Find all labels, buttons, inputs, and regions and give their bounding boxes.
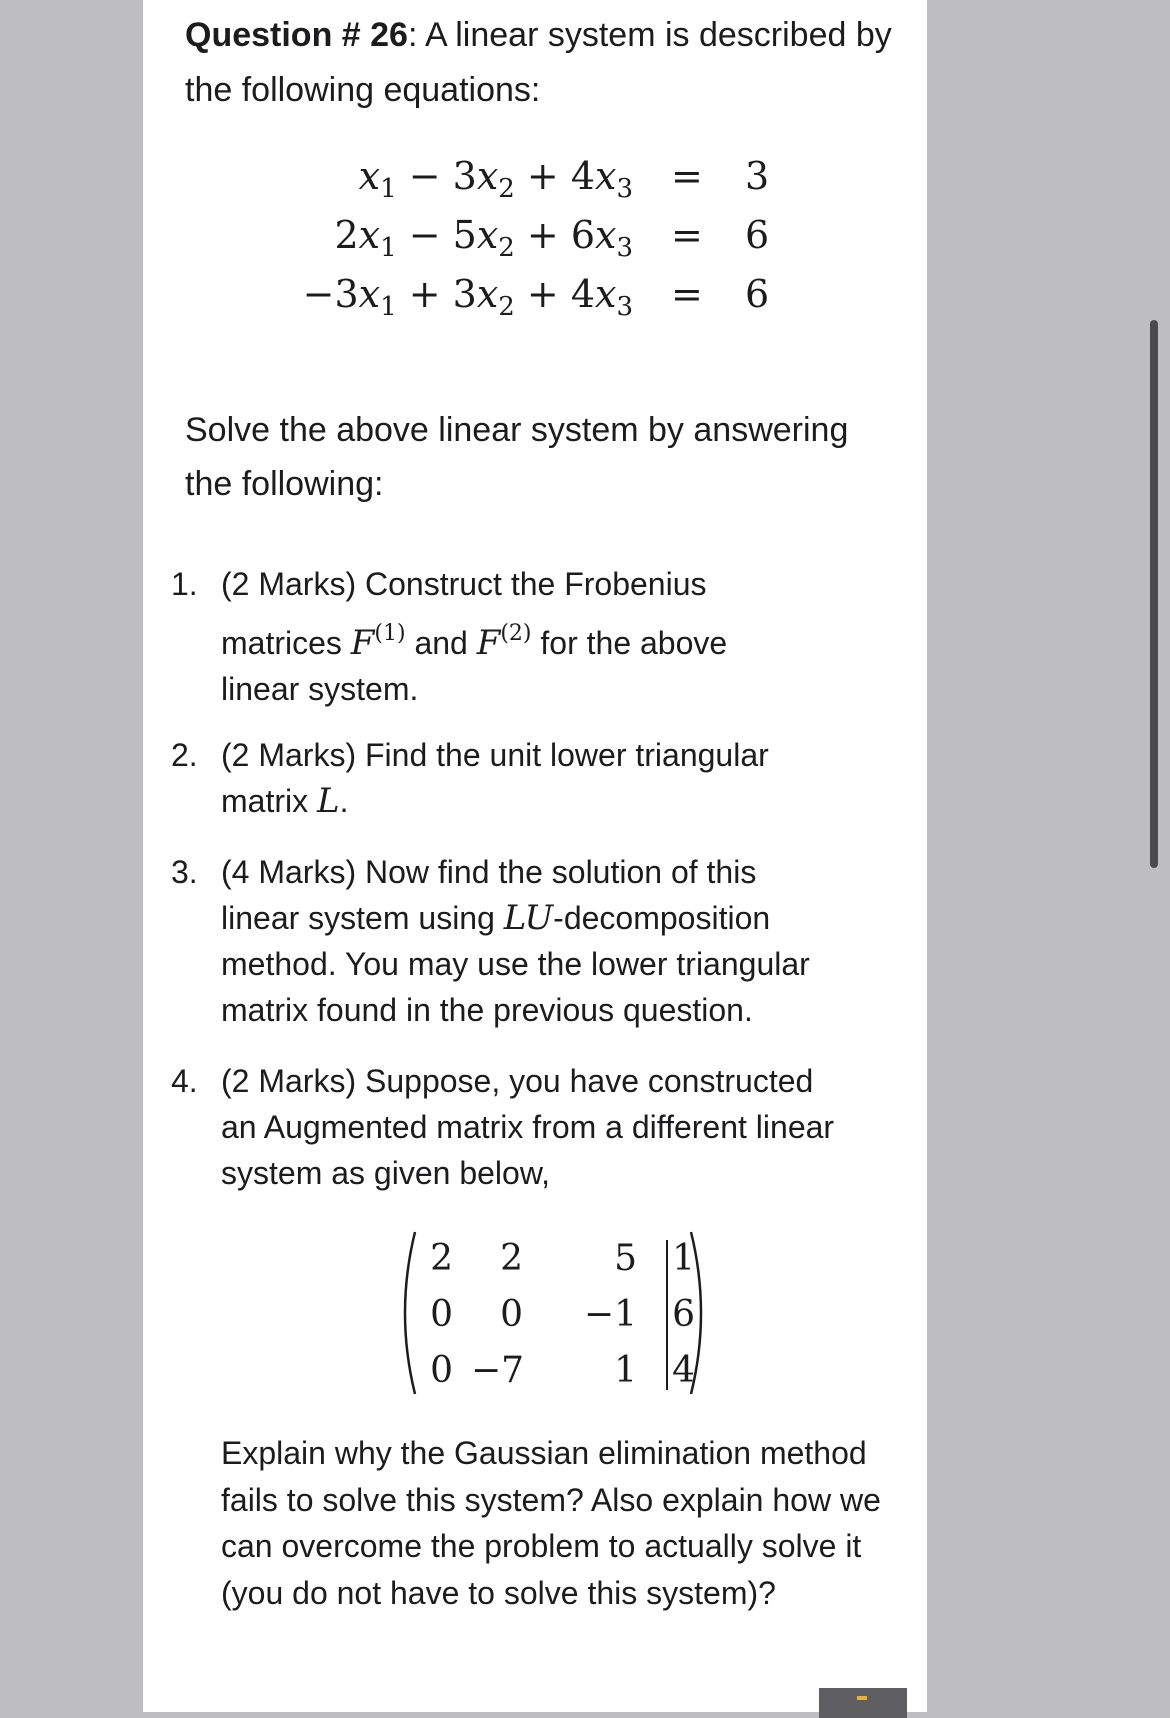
text-fragment: linear system using: [221, 900, 504, 936]
matrix-cell: 1: [614, 1350, 637, 1391]
item-number: 4.: [171, 1063, 198, 1099]
var-x: x: [595, 272, 617, 316]
item-number: 1.: [171, 566, 198, 602]
matrix-cell: 2: [500, 1238, 523, 1279]
item-line: (2 Marks) Find the unit lower triangular: [221, 737, 769, 773]
matrix-cell: −1: [583, 1294, 637, 1335]
item-number: 2.: [171, 737, 198, 773]
item-line: method. You may use the lower triangular: [221, 946, 810, 982]
list-item-2: [171, 732, 911, 832]
matrix-cell: 2: [430, 1238, 453, 1279]
coefficient: 3: [452, 272, 477, 316]
left-paren: [393, 1228, 419, 1398]
operator: +: [514, 154, 571, 198]
coefficient: 3: [452, 154, 477, 198]
var-x: x: [476, 213, 499, 257]
math-L: L: [317, 781, 340, 821]
item-body: [221, 1058, 901, 1196]
subscript: 1: [380, 233, 397, 263]
math-F: F: [350, 623, 375, 663]
equation-row-3: [143, 269, 633, 322]
subscript: 2: [498, 174, 515, 204]
equation-3-lhs: [303, 269, 633, 332]
intro-text: Solve the above linear system by answering the following:: [185, 411, 849, 503]
subscript: 3: [616, 292, 633, 322]
coefficient: 2: [334, 213, 359, 257]
equals-sign: =: [671, 213, 703, 257]
math-F: F: [476, 623, 501, 663]
matrix-cell: 0: [430, 1294, 453, 1335]
augmented-matrix: [393, 1228, 713, 1398]
text-fragment: and: [405, 625, 477, 661]
subscript: 2: [498, 233, 515, 263]
item-line: (2 Marks) Construct the Frobenius: [221, 566, 707, 602]
item-line: [221, 611, 901, 666]
matrix-cell: 4: [672, 1350, 695, 1391]
item-line: system as given below,: [221, 1155, 551, 1191]
equation-2-lhs: [334, 210, 633, 273]
var-x: x: [358, 213, 381, 257]
subscript: 3: [616, 233, 633, 263]
item-body: [221, 849, 901, 1033]
item-line: (4 Marks) Now find the solution of this: [221, 854, 757, 890]
equals-sign: =: [671, 154, 703, 198]
matrix-cell: 1: [672, 1238, 695, 1279]
scrollbar-thumb[interactable]: [1150, 320, 1158, 868]
math-LU: LU: [503, 898, 554, 938]
item-line: linear system.: [221, 671, 419, 707]
equation-1-rhs: 3: [745, 154, 770, 198]
var-x: x: [476, 154, 499, 198]
var-x: x: [358, 154, 381, 198]
item-number: 3.: [171, 854, 198, 890]
scroll-to-top-button[interactable]: [819, 1688, 907, 1718]
equation-row-2: [143, 210, 633, 263]
item-body: [221, 732, 901, 824]
operator: −: [396, 213, 453, 257]
matrix-cell: −7: [471, 1350, 525, 1391]
operator: +: [514, 213, 571, 257]
subscript: 1: [380, 292, 397, 322]
text-fragment: .: [339, 783, 349, 819]
var-x: x: [595, 154, 617, 198]
equation-row-1: [143, 151, 633, 204]
matrix-cell: 0: [430, 1350, 453, 1391]
coefficient: 6: [570, 213, 596, 257]
list-item-3: [171, 849, 911, 1039]
var-x: x: [595, 213, 617, 257]
operator: +: [514, 272, 571, 316]
equation-1-lhs: [359, 151, 633, 214]
arrow-up-icon: [857, 1696, 867, 1700]
coefficient: 4: [570, 272, 596, 316]
item-line: (2 Marks) Suppose, you have constructed: [221, 1063, 814, 1099]
coefficient: 4: [570, 154, 596, 198]
text-fragment: matrix: [221, 783, 317, 819]
item-line: [221, 778, 901, 824]
text-fragment: matrices: [221, 625, 351, 661]
superscript: (2): [500, 621, 532, 646]
item-line: an Augmented matrix from a different linear: [221, 1109, 835, 1145]
document-page: [143, 0, 927, 1712]
list-item-1: [171, 561, 911, 711]
item-line: [221, 895, 901, 941]
subscript: 1: [380, 174, 397, 204]
item-body: [221, 561, 901, 712]
equals-sign: =: [671, 272, 703, 316]
equation-2-rhs: 6: [745, 213, 770, 257]
equation-3-rhs: 6: [745, 272, 770, 316]
coefficient: 5: [452, 213, 477, 257]
subscript: 3: [616, 174, 633, 204]
superscript: (1): [374, 621, 406, 646]
matrix-cell: 5: [614, 1238, 637, 1279]
operator: −: [396, 154, 453, 198]
matrix-cell: 0: [500, 1294, 523, 1335]
var-x: x: [358, 272, 381, 316]
var-x: x: [476, 272, 499, 316]
question-label: Question # 26: [185, 16, 408, 54]
matrix-cell: 6: [672, 1294, 695, 1335]
question-header: [185, 8, 905, 118]
question-text: : A linear system is described by the following equations:: [185, 16, 892, 109]
item-line: matrix found in the previous question.: [221, 992, 753, 1028]
text-fragment: -decomposition: [553, 900, 771, 936]
explain-paragraph: Explain why the Gaussian elimination method fails to solve this system? Also explain how we can overcome the problem to actually solve it (you do not have to solve this system)?: [221, 1435, 881, 1611]
text-fragment: for the above: [531, 625, 728, 661]
subscript: 2: [498, 292, 515, 322]
list-item-4: [171, 1058, 911, 1208]
coefficient: −3: [302, 272, 359, 316]
operator: +: [396, 272, 453, 316]
